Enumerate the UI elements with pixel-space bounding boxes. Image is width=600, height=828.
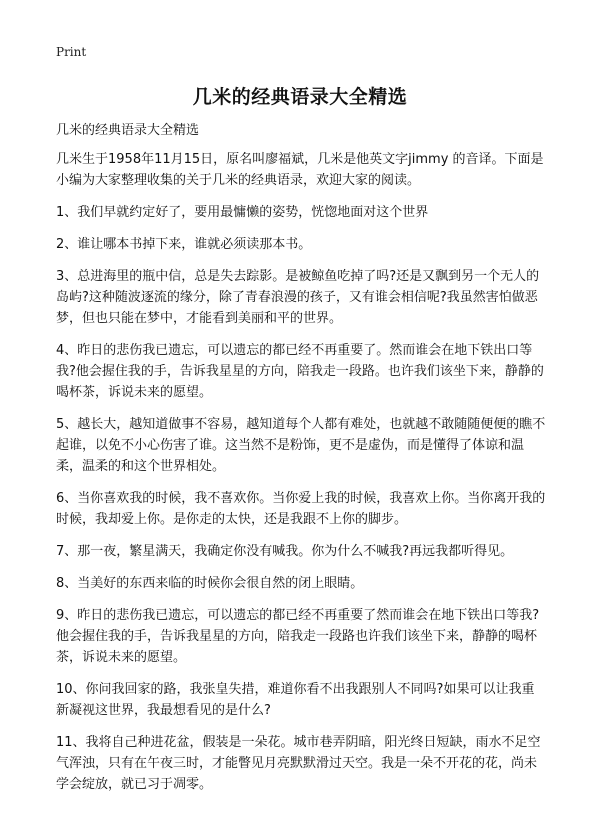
quote-2: 2、谁让哪本书掉下来，谁就必须读那本书。 [56, 237, 312, 252]
page-title: 几米的经典语录大全精选 [192, 86, 408, 108]
quote-11: 11、我将自己种进花盆，假装是一朵花。城市巷弄阴暗，阳光终日短缺，雨水不足空气浑浊，只有在午夜三时，才能瞥见月亮默默滑过天空。我是一朵不开花的花，尚未学会绽放，就已习于凋零。 [56, 735, 541, 792]
quote-1: 1、我们早就约定好了，要用最慵懒的姿势，恍惚地面对这个世界 [56, 205, 429, 220]
quote-7: 7、那一夜，繁星满天，我确定你没有喊我。你为什么不喊我?再远我都听得见。 [56, 544, 514, 559]
article-subtitle: 几米的经典语录大全精选 [56, 123, 200, 138]
quote-9: 9、昨日的悲伤我已遗忘，可以遗忘的都已经不再重要了然而谁会在地下铁出口等我?他会握住我的手，告诉我星星的方向，陪我走一段路也许我们该坐下来，静静的喝杯茶，诉说未来的愿望。 [56, 608, 540, 665]
quote-3: 3、总进海里的瓶中信，总是失去踪影。是被鲸鱼吃掉了吗?还是又飘到另一个无人的岛屿?这种随波逐流的缘分，除了青春浪漫的孩子，又有谁会相信呢?我虽然害怕做恶梦，但也只能在梦中，才能看到美丽和平的世界。 [56, 269, 540, 326]
quote-8: 8、当美好的东西来临的时候你会很自然的闭上眼睛。 [56, 576, 364, 591]
quote-6: 6、当你喜欢我的时候，我不喜欢你。当你爱上我的时候，我喜欢上你。当你离开我的时候，我却爱上你。是你走的太快，还是我跟不上你的脚步。 [56, 491, 546, 527]
quote-10: 10、你问我回家的路，我张皇失措，难道你看不出我跟别人不同吗?如果可以让我重新凝视这世界，我最想看见的是什么? [56, 682, 535, 718]
article-body [56, 120, 546, 806]
print-link[interactable]: Print [56, 45, 87, 59]
intro-paragraph: 几米生于1958年11月15日，原名叫廖福斌，几米是他英文字jimmy 的音译。下面是小编为大家整理收集的关于几米的经典语录，欢迎大家的阅读。 [56, 152, 544, 188]
quote-4: 4、昨日的悲伤我已遗忘，可以遗忘的都已经不再重要了。然而谁会在地下铁出口等我?他会握住我的手，告诉我星星的方向，陪我走一段路。也许我们该坐下来，静静的喝杯茶，诉说未来的愿望。 [56, 343, 544, 400]
quote-5: 5、越长大，越知道做事不容易，越知道每个人都有难处，也就越不敢随随便便的瞧不起谁，以免不小心伤害了谁。这当然不是粉饰，更不是虚伪，而是懂得了体谅和温柔，温柔的和这个世界相处。 [56, 417, 546, 474]
